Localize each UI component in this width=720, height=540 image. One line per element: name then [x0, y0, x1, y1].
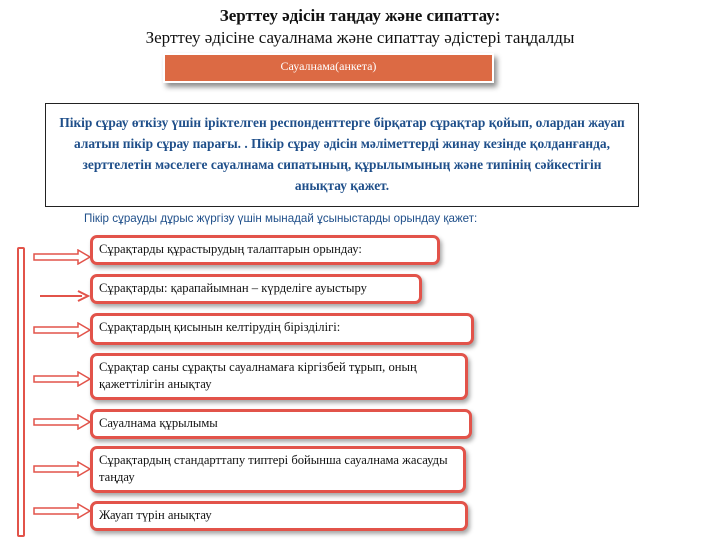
step-box — [90, 313, 474, 345]
vertical-bar — [17, 247, 25, 537]
arrow-icon — [32, 503, 92, 519]
step-label: Сұрақтарды: қарапайымнан – күрделіге ауыстыру — [99, 281, 367, 295]
arrow-icon — [32, 414, 92, 430]
page-title: Зерттеу әдісін таңдау және сипаттау: — [219, 6, 501, 25]
arrow-icon — [32, 461, 92, 477]
method-box: Сауалнама(анкета) — [163, 53, 494, 83]
step-label: Сұрақтардың стандарттапу типтері бойынша сауалнама жасауды таңдау — [99, 453, 448, 484]
step-box — [90, 409, 472, 439]
recommendation-hint: Пікір сұрауды дұрыс жүргізу үшін мынадай ұсыныстарды орындау қажет: — [84, 212, 478, 225]
step-label: Сұрақтардың қисынын келтірудің бірізділігі: — [99, 320, 341, 334]
step-box — [90, 353, 468, 400]
step-label: Сұрақтарды құрастырудың талаптарын орындау: — [99, 242, 362, 256]
step-label: Жауап түрін анықтау — [99, 508, 212, 522]
step-box — [90, 501, 468, 531]
step-label: Сауалнама құрылымы — [99, 416, 218, 430]
arrow-icon — [32, 371, 92, 387]
step-box — [90, 274, 422, 304]
arrow-icon — [32, 322, 92, 338]
step-label: Сұрақтар саны сұрақты сауалнамаға кіргізбей тұрып, оның қажеттілігін анықтау — [99, 360, 417, 391]
step-box — [90, 446, 466, 493]
arrow-icon — [32, 249, 92, 265]
description-text: Пікір сұрау өткізу үшін іріктелген респонденттерге бірқатар сұрақтар қойып, олардан жауап алатын пікір сұрау парағы. . Пікір сұрау әдісін мәліметтерді жинау кезінде қолданғанда, зерттелетін мәселеге сауалнама сипатының, құрылымының және типінің сәйкестігін анықтау қажет. — [59, 115, 625, 193]
page-subtitle: Зерттеу әдісіне сауалнама және сипаттау әдістері таңдалды — [145, 28, 575, 47]
step-box — [90, 235, 440, 265]
arrow-icon — [32, 287, 92, 303]
description-box — [45, 103, 639, 207]
